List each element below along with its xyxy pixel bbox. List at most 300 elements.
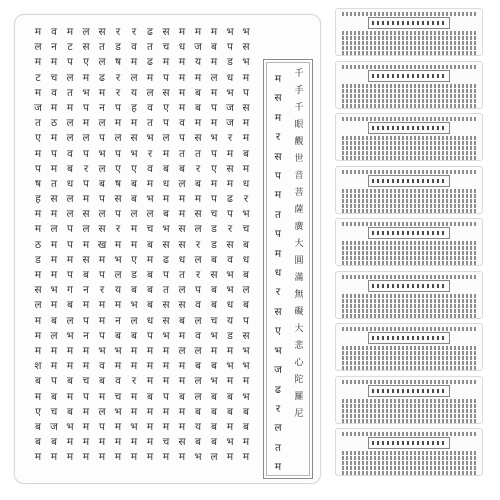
strip-title-box <box>368 437 450 449</box>
script-glyph: य <box>226 314 234 327</box>
script-glyph: स <box>98 223 106 236</box>
title-character: 羅 <box>294 392 304 402</box>
script-column <box>79 25 93 475</box>
script-glyph: र <box>115 86 121 99</box>
script-glyph: भ <box>226 360 234 373</box>
title-side-glyph: र <box>275 286 281 299</box>
script-glyph: ल <box>210 451 218 464</box>
script-glyph: भ <box>130 299 138 312</box>
script-glyph: र <box>195 269 201 281</box>
script-glyph: र <box>195 238 201 251</box>
strip-title-box <box>368 385 450 397</box>
script-glyph: स <box>242 329 250 342</box>
script-glyph: ढ <box>227 193 233 206</box>
script-glyph: म <box>178 329 186 342</box>
strip-title-box <box>368 17 450 29</box>
script-glyph: ब <box>243 420 249 433</box>
script-glyph: म <box>226 344 234 357</box>
script-glyph: प <box>227 208 233 221</box>
script-glyph: प <box>115 147 121 160</box>
script-glyph: भ <box>242 208 250 221</box>
script-glyph: भ <box>242 344 250 357</box>
script-glyph: ब <box>227 405 233 418</box>
title-side-glyph: म <box>274 111 282 124</box>
script-glyph: ड <box>131 269 137 281</box>
script-glyph: म <box>162 56 170 69</box>
script-glyph: ब <box>195 405 201 418</box>
strip-text-row <box>342 346 476 350</box>
script-glyph: ब <box>243 269 249 281</box>
script-glyph: म <box>146 71 154 84</box>
script-glyph: म <box>226 147 234 160</box>
script-glyph: ग <box>67 284 73 297</box>
script-glyph: च <box>50 71 58 84</box>
script-glyph: म <box>66 253 74 266</box>
script-glyph: ल <box>82 26 90 38</box>
script-glyph: ल <box>98 117 106 130</box>
script-glyph: ब <box>211 420 217 433</box>
script-glyph: व <box>115 375 121 388</box>
strip-text-row <box>342 461 476 465</box>
strip-text-row <box>342 65 476 69</box>
script-glyph: म <box>162 344 170 357</box>
strip-text-row <box>342 414 476 418</box>
script-glyph: म <box>178 86 186 99</box>
title-side-glyph: प <box>275 170 281 183</box>
script-column <box>127 25 141 475</box>
script-glyph: म <box>210 344 218 357</box>
script-glyph: म <box>50 451 58 464</box>
script-glyph: भ <box>226 436 234 449</box>
script-glyph: म <box>50 132 58 145</box>
script-glyph: ब <box>115 329 121 342</box>
script-glyph: ड <box>35 253 41 266</box>
script-glyph: म <box>50 253 58 266</box>
script-glyph: ब <box>179 390 185 403</box>
script-glyph: त <box>51 177 57 190</box>
script-glyph: प <box>99 329 105 342</box>
script-glyph: ल <box>194 344 202 357</box>
script-glyph: म <box>34 56 42 69</box>
script-glyph: ब <box>243 405 249 418</box>
strip-text-row <box>342 170 476 174</box>
script-glyph: ल <box>66 117 74 130</box>
script-glyph: ब <box>195 177 201 190</box>
script-glyph: ल <box>66 71 74 84</box>
script-glyph: त <box>163 284 169 297</box>
script-glyph: ब <box>131 329 137 342</box>
script-glyph: ए <box>131 162 137 175</box>
script-glyph: त <box>147 117 153 130</box>
script-glyph: म <box>178 405 186 418</box>
script-glyph: स <box>50 193 58 206</box>
script-glyph: म <box>66 26 74 38</box>
title-side-glyph: भ <box>274 344 282 357</box>
script-column <box>159 25 173 475</box>
sutra-strip <box>335 323 483 371</box>
script-glyph: ल <box>34 41 42 54</box>
script-glyph: प <box>99 269 105 281</box>
script-glyph: भ <box>130 420 138 433</box>
strip-text-row <box>342 99 476 103</box>
script-glyph: न <box>51 41 57 54</box>
script-glyph: त <box>179 269 185 281</box>
script-glyph: ज <box>226 117 234 130</box>
strip-text-row <box>342 199 476 203</box>
script-glyph: ल <box>98 405 106 418</box>
main-sutra-card <box>14 14 321 484</box>
script-glyph: भ <box>130 147 138 160</box>
script-glyph: ल <box>162 132 170 145</box>
script-glyph: भ <box>162 329 170 342</box>
script-glyph: प <box>179 132 185 145</box>
script-glyph: ब <box>195 86 201 99</box>
script-glyph: ब <box>67 299 73 312</box>
script-glyph: म <box>34 390 42 403</box>
script-glyph: ल <box>34 299 42 312</box>
script-glyph: ल <box>114 269 122 281</box>
script-glyph: म <box>130 56 138 69</box>
script-glyph: म <box>178 451 186 464</box>
script-glyph: म <box>146 420 154 433</box>
script-glyph: स <box>178 238 186 251</box>
script-glyph: ध <box>146 314 154 327</box>
script-glyph: ब <box>35 375 41 388</box>
script-glyph: स <box>210 269 218 281</box>
script-glyph: म <box>34 208 42 221</box>
script-glyph: ब <box>147 390 153 403</box>
title-side-glyph: ल <box>274 422 282 435</box>
script-glyph: म <box>146 253 154 266</box>
strip-text-row <box>342 241 476 245</box>
script-glyph: ष <box>34 177 42 190</box>
script-glyph: म <box>114 451 122 464</box>
script-glyph: स <box>242 101 250 114</box>
script-glyph: ल <box>82 132 90 145</box>
title-side-glyph: ध <box>274 267 282 280</box>
script-glyph: भ <box>194 451 202 464</box>
script-glyph: ब <box>99 375 105 388</box>
title-side-glyph: ढ <box>275 383 281 396</box>
script-glyph: म <box>130 117 138 130</box>
strip-text-row <box>342 432 476 436</box>
sutra-strip <box>335 61 483 109</box>
strip-text-row <box>342 309 476 313</box>
script-glyph: म <box>34 147 42 160</box>
script-glyph: ब <box>195 436 201 449</box>
title-character: 眼 <box>294 120 304 130</box>
strip-text-row <box>342 146 476 150</box>
script-glyph: ज <box>50 420 58 433</box>
title-character: 手 <box>294 86 304 96</box>
script-glyph: ब <box>51 390 57 403</box>
script-glyph: म <box>178 26 186 38</box>
script-glyph: व <box>51 86 57 99</box>
script-glyph: भ <box>50 284 58 297</box>
script-glyph: ल <box>98 208 106 221</box>
strip-text-row <box>342 251 476 255</box>
script-glyph: म <box>162 405 170 418</box>
sutra-strip <box>335 113 483 161</box>
script-glyph: म <box>194 26 202 38</box>
script-glyph: म <box>66 360 74 373</box>
script-glyph: म <box>242 117 250 130</box>
script-glyph: ब <box>147 284 153 297</box>
script-glyph: य <box>194 420 202 433</box>
script-glyph: स <box>162 314 170 327</box>
script-glyph: ल <box>66 132 74 145</box>
script-glyph: र <box>195 162 201 175</box>
strip-text-row <box>342 94 476 98</box>
script-glyph: ल <box>114 132 122 145</box>
sutra-strip <box>335 166 483 214</box>
script-glyph: व <box>195 299 201 312</box>
script-glyph: स <box>162 86 170 99</box>
script-glyph: ब <box>67 405 73 418</box>
script-glyph: प <box>227 41 233 54</box>
title-side-glyph: त <box>275 208 281 221</box>
script-glyph: म <box>82 238 90 251</box>
script-glyph: म <box>242 451 250 464</box>
script-glyph: म <box>146 436 154 449</box>
script-glyph: ह <box>131 101 137 114</box>
script-glyph: म <box>162 375 170 388</box>
script-glyph: म <box>82 117 90 130</box>
script-glyph: ख <box>97 238 107 251</box>
sutra-strip <box>335 8 483 56</box>
script-glyph: म <box>50 208 58 221</box>
strip-text-row <box>342 404 476 408</box>
script-glyph: र <box>227 132 233 145</box>
strip-text-row <box>342 46 476 50</box>
script-glyph: म <box>114 117 122 130</box>
script-glyph: प <box>243 314 249 327</box>
script-glyph: ध <box>242 253 250 266</box>
script-column <box>143 25 157 475</box>
strip-text-row <box>342 84 476 88</box>
script-glyph: प <box>83 390 89 403</box>
script-glyph: प <box>99 193 105 206</box>
script-glyph: ल <box>178 344 186 357</box>
script-glyph: म <box>34 223 42 236</box>
script-glyph: म <box>82 451 90 464</box>
title-side-glyph: ज <box>274 364 282 377</box>
script-glyph: म <box>178 56 186 69</box>
script-glyph: प <box>211 101 217 114</box>
script-glyph: ल <box>130 71 138 84</box>
script-glyph: ए <box>163 101 169 114</box>
script-glyph: त <box>35 117 41 130</box>
title-character: 圓 <box>294 256 304 266</box>
script-glyph: म <box>114 420 122 433</box>
script-glyph: म <box>66 451 74 464</box>
title-side-glyph: स <box>274 150 282 163</box>
script-glyph: म <box>162 360 170 373</box>
script-glyph: ध <box>66 177 74 190</box>
script-glyph: म <box>242 375 250 388</box>
script-glyph: म <box>82 344 90 357</box>
script-glyph: म <box>130 238 138 251</box>
script-glyph: ब <box>179 314 185 327</box>
title-character: 礙 <box>294 307 304 317</box>
script-glyph: श <box>34 360 42 373</box>
script-glyph: न <box>115 314 121 327</box>
title-side-glyph: म <box>274 189 282 202</box>
script-glyph: भ <box>226 284 234 297</box>
script-glyph: म <box>130 344 138 357</box>
script-glyph: न <box>83 284 89 297</box>
script-glyph: प <box>163 390 169 403</box>
strip-text-row <box>342 399 476 403</box>
script-glyph: ध <box>162 177 170 190</box>
script-glyph: ब <box>67 375 73 388</box>
script-glyph: ब <box>67 162 73 175</box>
script-glyph: ब <box>131 284 137 297</box>
script-glyph: प <box>163 71 169 84</box>
script-glyph: स <box>34 284 42 297</box>
script-glyph: म <box>34 86 42 99</box>
script-glyph: भ <box>242 26 250 38</box>
script-glyph: च <box>82 375 90 388</box>
script-glyph: स <box>226 162 234 175</box>
script-glyph: ढ <box>99 71 105 84</box>
script-glyph: ए <box>131 253 137 266</box>
script-glyph: च <box>114 390 122 403</box>
script-glyph: र <box>115 223 121 236</box>
sutra-title <box>292 66 306 423</box>
script-glyph: म <box>114 436 122 449</box>
script-glyph: म <box>34 314 42 327</box>
script-glyph: भ <box>242 390 250 403</box>
strip-title-box <box>368 122 450 134</box>
script-glyph: ध <box>178 41 186 54</box>
script-glyph: ब <box>147 299 153 312</box>
title-character: 尼 <box>294 409 304 419</box>
script-glyph: भ <box>226 26 234 38</box>
script-glyph: च <box>242 223 250 236</box>
script-glyph: ब <box>179 162 185 175</box>
strip-text-row <box>342 117 476 121</box>
script-glyph: म <box>226 420 234 433</box>
script-glyph: ध <box>226 299 234 312</box>
script-glyph: ब <box>211 253 217 266</box>
script-glyph: च <box>50 405 58 418</box>
script-glyph: ड <box>115 41 121 54</box>
script-glyph: ल <box>66 193 74 206</box>
script-glyph: स <box>226 238 234 251</box>
strip-text-row <box>342 89 476 93</box>
script-glyph: ह <box>35 193 41 206</box>
script-glyph: म <box>130 223 138 236</box>
script-glyph: प <box>67 269 73 281</box>
script-glyph: म <box>82 193 90 206</box>
script-glyph: म <box>130 390 138 403</box>
script-glyph: म <box>82 420 90 433</box>
script-glyph: ड <box>227 329 233 342</box>
script-glyph: म <box>82 299 90 312</box>
strip-text-row <box>342 41 476 45</box>
script-glyph: ब <box>83 269 89 281</box>
strip-text-row <box>342 294 476 298</box>
title-character: 千 <box>294 69 304 79</box>
script-glyph: स <box>162 238 170 251</box>
script-glyph: य <box>194 56 202 69</box>
script-glyph: म <box>130 360 138 373</box>
script-glyph: म <box>130 451 138 464</box>
strip-text-row <box>342 36 476 40</box>
title-character: 心 <box>294 358 304 368</box>
script-glyph: भ <box>242 56 250 69</box>
title-character: 音 <box>294 171 304 181</box>
strip-text-row <box>342 419 476 423</box>
strip-text-row <box>342 12 476 16</box>
script-glyph: य <box>130 86 138 99</box>
script-glyph: म <box>66 101 74 114</box>
title-side-glyph: प <box>275 228 281 241</box>
script-glyph: प <box>67 223 73 236</box>
script-glyph: म <box>146 405 154 418</box>
script-glyph: ब <box>147 269 153 281</box>
script-glyph: म <box>210 86 218 99</box>
script-glyph: भ <box>66 329 74 342</box>
script-glyph: म <box>66 436 74 449</box>
title-character: 無 <box>294 290 304 300</box>
script-glyph: व <box>179 117 185 130</box>
strip-title-box <box>368 332 450 344</box>
script-glyph: म <box>50 162 58 175</box>
title-side-glyph: म <box>274 461 282 474</box>
script-glyph: प <box>147 329 153 342</box>
sutra-strip <box>335 218 483 266</box>
strip-text-row <box>342 471 476 475</box>
script-glyph: म <box>178 375 186 388</box>
script-glyph: ब <box>163 162 169 175</box>
script-glyph: प <box>115 101 121 114</box>
script-glyph: स <box>162 299 170 312</box>
script-glyph: स <box>98 26 106 38</box>
script-glyph: भ <box>66 420 74 433</box>
script-glyph: ड <box>211 238 217 251</box>
script-glyph: ल <box>146 86 154 99</box>
script-glyph: च <box>146 223 154 236</box>
script-glyph: र <box>131 26 137 38</box>
script-column <box>63 25 77 475</box>
script-glyph: स <box>194 208 202 221</box>
script-glyph: ल <box>50 329 58 342</box>
script-glyph: ष <box>114 177 122 190</box>
script-glyph: ब <box>243 147 249 160</box>
script-glyph: प <box>35 162 41 175</box>
script-glyph: प <box>195 284 201 297</box>
script-glyph: ब <box>211 405 217 418</box>
script-glyph: ल <box>66 208 74 221</box>
strip-text-row <box>342 456 476 460</box>
script-glyph: त <box>179 147 185 160</box>
script-glyph: च <box>210 314 218 327</box>
strip-text-row <box>342 361 476 365</box>
script-glyph: म <box>50 238 58 251</box>
script-column <box>47 25 61 475</box>
script-glyph: ब <box>195 360 201 373</box>
title-character: 悲 <box>294 341 304 351</box>
sutra-strips <box>335 8 483 481</box>
strip-text-row <box>342 409 476 413</box>
script-columns <box>31 25 253 475</box>
strip-text-row <box>342 209 476 213</box>
script-glyph: न <box>99 101 105 114</box>
script-glyph: व <box>195 329 201 342</box>
script-glyph: म <box>194 117 202 130</box>
